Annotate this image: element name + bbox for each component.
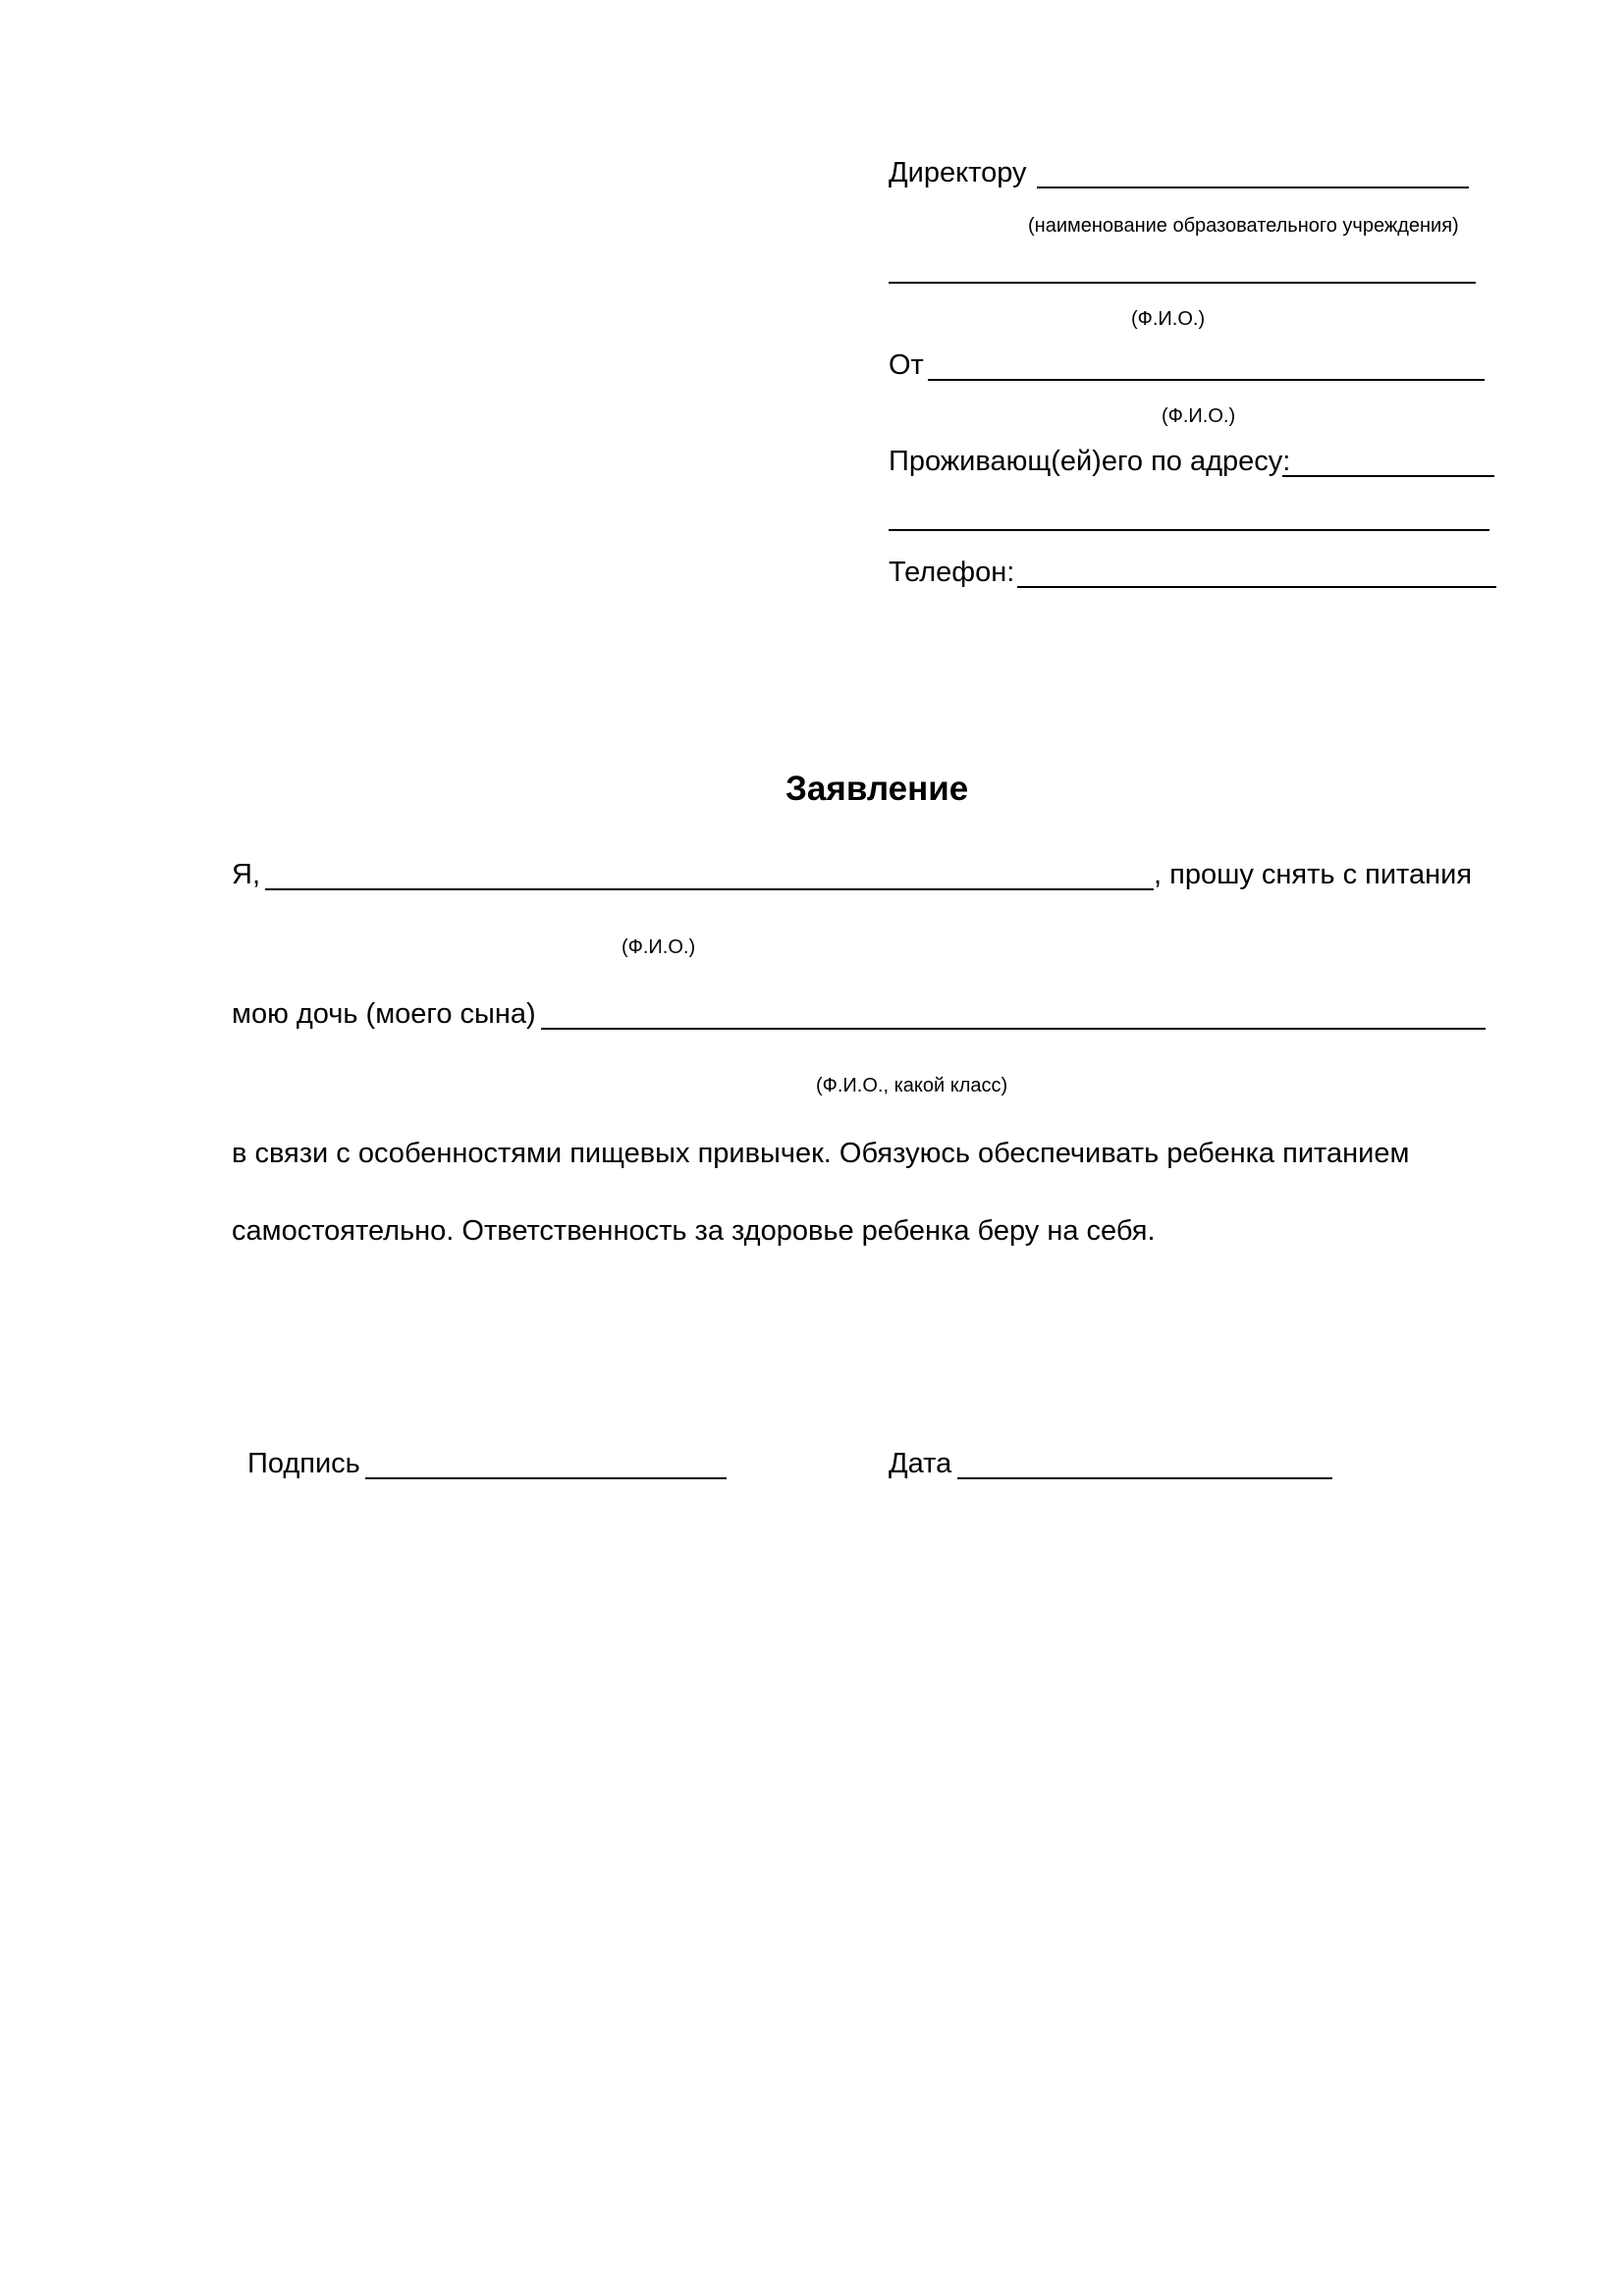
address-line-1 xyxy=(1282,475,1494,477)
from-fio-hint: (Ф.И.О.) xyxy=(1162,405,1236,427)
address-label: Проживающ(ей)его по адресу: xyxy=(889,446,1291,477)
institution-hint: (наименование образовательного учреждения) xyxy=(1028,215,1459,237)
applicant-fio-hint: (Ф.И.О.) xyxy=(622,936,696,958)
address-line-2 xyxy=(889,529,1489,531)
date-label: Дата xyxy=(889,1448,952,1479)
body-line1-end: , прошу снять с питания xyxy=(1154,859,1473,890)
director-fio-line xyxy=(889,282,1476,284)
director-name-line xyxy=(1037,187,1469,188)
phone-line xyxy=(1017,586,1496,588)
from-label: От xyxy=(889,349,924,381)
body-line4: самостоятельно. Ответственность за здоровье ребенка беру на себя. xyxy=(232,1215,1156,1247)
body-line1-start: Я, xyxy=(232,859,260,890)
body-line2-start: мою дочь (моего сына) xyxy=(232,998,536,1030)
phone-label: Телефон: xyxy=(889,557,1015,588)
child-info-hint: (Ф.И.О., какой класс) xyxy=(816,1075,1008,1096)
body-line3: в связи с особенностями пищевых привычек. Обязуюсь обеспечивать ребенка питанием xyxy=(232,1138,1410,1169)
applicant-fio-line xyxy=(265,888,1154,890)
signature-label: Подпись xyxy=(247,1448,360,1479)
document-title: Заявление xyxy=(785,770,969,808)
child-info-line xyxy=(541,1028,1486,1030)
date-line xyxy=(957,1477,1332,1479)
director-label: Директору xyxy=(889,157,1027,188)
signature-line xyxy=(365,1477,727,1479)
director-fio-hint: (Ф.И.О.) xyxy=(1131,308,1206,330)
from-fio-line xyxy=(928,379,1485,381)
